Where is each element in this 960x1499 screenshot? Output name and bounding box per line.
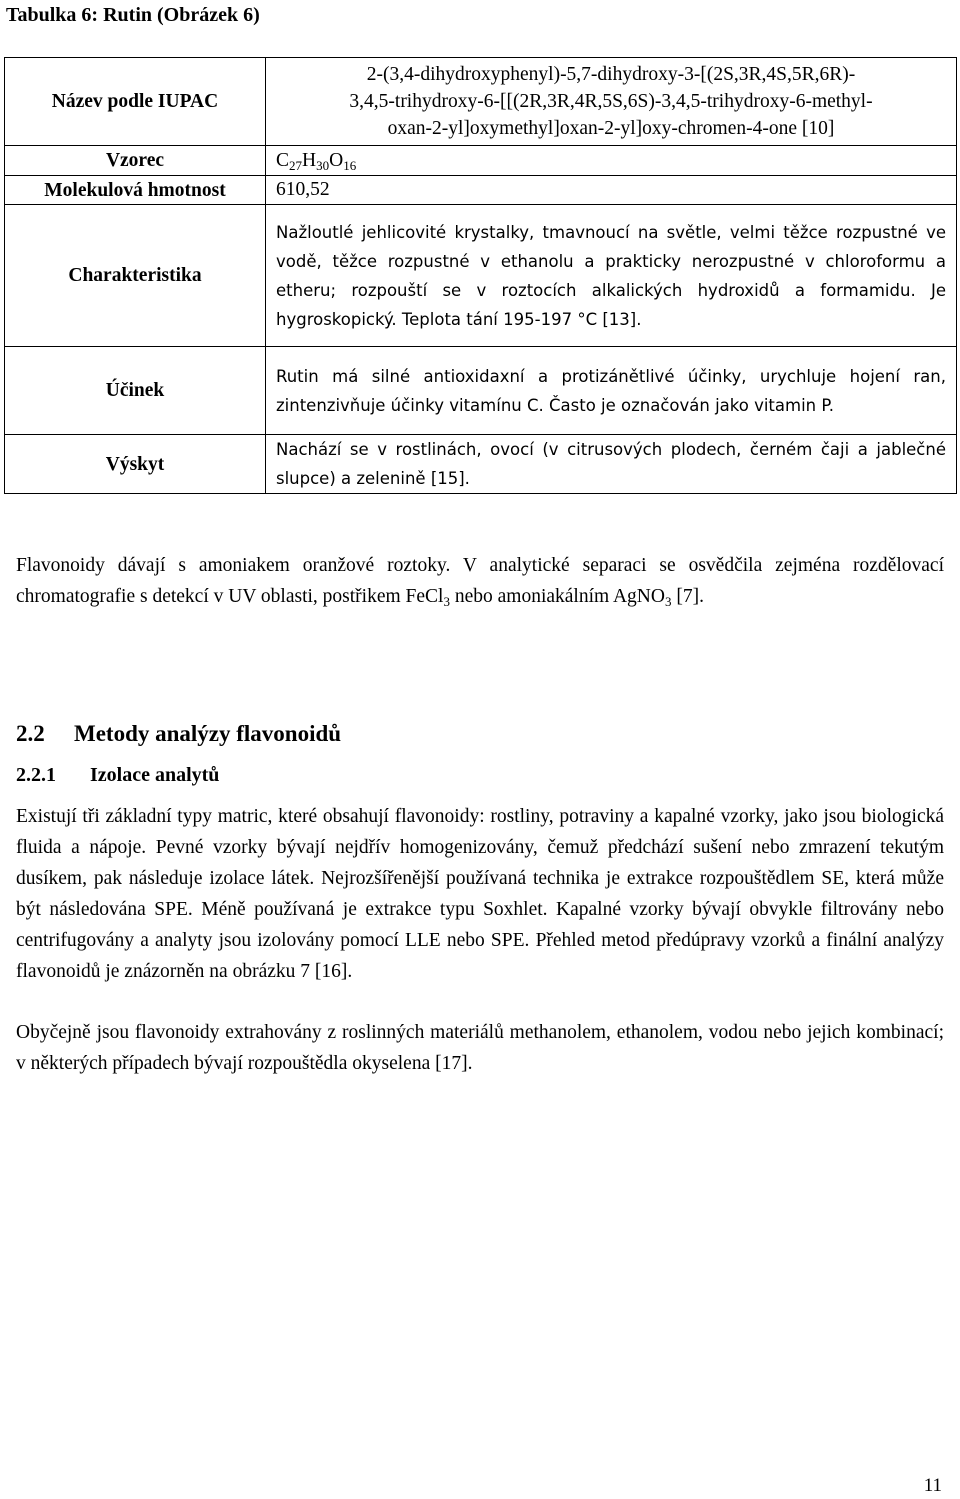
mass-label: Molekulová hmotnost bbox=[5, 176, 266, 205]
formula-value: $C_{27}H_{30}O_{16}$ bbox=[266, 146, 957, 176]
table-row bbox=[5, 146, 957, 176]
mass-value: 610,52 bbox=[266, 176, 957, 205]
paragraph-isolation: Existují tři základní typy matric, které obsahují flavonoidy: rostliny, potraviny a kapalné vzorky, jako jsou biologická fluida a nápoje. Pevné vzorky bývají nejdřív homogenizovány, čemuž předchází sušení nebo zmrazení tekutým dusíkem, pak následuje izolace látek. Nejrozšířenější používaná technika je extrakce rozpouštědlem SE, která může být následována SPE. Méně používaná je extrakce typu Soxhlet. Kapalné vzorky bývají obvykle filtrovány nebo centrifugovány a analyty jsou izolovány pomocí LLE nebo SPE. Přehled metod předúpravy vzorků a finální analýzy flavonoidů je znázorněn na obrázku 7 [16]. bbox=[16, 806, 944, 982]
table-row bbox=[5, 58, 957, 146]
effect-text: Rutin má silné antioxidaxní a protizánětlivé účinky, urychluje hojení ran, zintenzivňuje účinky vitamínu C. Často je označován jako vitamin P. bbox=[266, 347, 957, 435]
iupac-line: oxan-2-yl]oxymethyl]oxan-2-yl]oxy-chromen-4-one [10] bbox=[387, 118, 835, 139]
page-number: 11 bbox=[923, 1475, 942, 1496]
rutin-properties-table bbox=[4, 57, 957, 494]
table-row bbox=[5, 205, 957, 347]
occurrence-text: Nachází se v rostlinách, ovocí (v citrusových plodech, černém čaji a jablečné slupce) a zelenině [15]. bbox=[266, 435, 957, 494]
characteristics-label: Charakteristika bbox=[5, 205, 266, 347]
characteristics-text: Nažloutlé jehlicovité krystalky, tmavnoucí na světle, velmi těžce rozpustné ve vodě, těžce rozpustné v ethanolu a prakticky nerozpustné v chloroformu a etheru; rozpouští se v roztocích alkalických hydroxidů a formamidu. Je hygroskopický. Teplota tání 195-197 °C [13]. bbox=[266, 205, 957, 347]
subsection-heading: 2.2.1 Izolace analytů bbox=[16, 764, 220, 786]
section-heading: 2.2 Metody analýzy flavonoidů bbox=[16, 721, 342, 746]
iupac-line: 3,4,5-trihydroxy-6-[[(2R,3R,4R,5S,6S)-3,4,5-trihydroxy-6-methyl- bbox=[349, 91, 873, 112]
occurrence-label: Výskyt bbox=[5, 435, 266, 494]
paragraph-flavonoid-detection: Flavonoidy dávají s amoniakem oranžové roztoky. V analytické separaci se osvědčila zejména rozdělovací chromatografie s detekcí v UV oblasti, postřikem FeCl$_3$ nebo amoniakálním AgNO$_3$ [7]. bbox=[16, 555, 944, 609]
table-caption: Tabulka 6: Rutin (Obrázek 6) bbox=[6, 4, 260, 26]
formula-label: Vzorec bbox=[5, 146, 266, 176]
iupac-line: 2-(3,4-dihydroxyphenyl)-5,7-dihydroxy-3-[(2S,3R,4S,5R,6R)- bbox=[366, 64, 856, 85]
iupac-name bbox=[266, 58, 957, 146]
table-row bbox=[5, 176, 957, 205]
paragraph-extraction: Obyčejně jsou flavonoidy extrahovány z roslinných materiálů methanolem, ethanolem, vodou nebo jejich kombinací; v některých případech bývají rozpouštědla okyselena [17]. bbox=[16, 1022, 944, 1074]
iupac-label: Název podle IUPAC bbox=[5, 58, 266, 146]
effect-label: Účinek bbox=[5, 347, 266, 435]
table-row bbox=[5, 435, 957, 494]
table-row bbox=[5, 347, 957, 435]
